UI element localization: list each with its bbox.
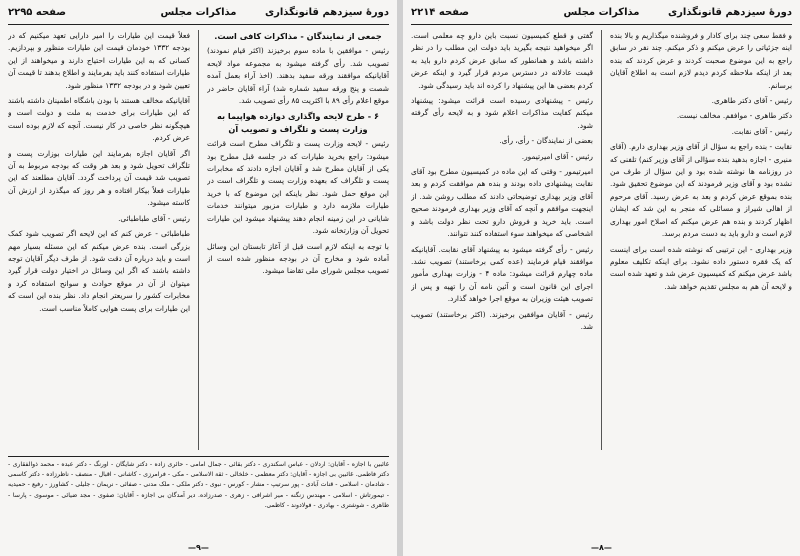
paragraph: رئیس - آقای نقابت. — [731, 126, 792, 136]
right-page — [403, 0, 800, 556]
paragraph: رئیس - آقای طباطبائی. — [118, 213, 190, 223]
page-number: —۹— — [188, 543, 209, 552]
paragraph: رئیس - آقای دکتر طاهری. — [711, 96, 792, 106]
left-page-column-left — [8, 30, 190, 450]
paragraph: فعلاً قیمت این طیارات را امیر دارایی تعهد میکنیم که در بودجه ۱۳۳۲ خودمان قیمت این طیارات منظور و بپردازیم. کسانی که به این طیارات احتیاج دارند و میخواهند از این طیارات استفاده کنند باید بفرمایند و اطلاع بدهند تا قیمت آن تعیین شود و در بودجه ۱۳۳۲ منظور شود. — [8, 31, 190, 90]
page-number: —۸— — [591, 543, 612, 552]
header-title: دورهٔ سیزدهم قانونگذاری — [264, 7, 389, 18]
paragraph: دکتر طاهری - موافقم. مخالف نیست. — [676, 111, 792, 121]
paragraph: گفتی و قطع کمیسیون نسبت باین دارو چه معلمی است. اگر میخواهید نتیجه بگیرید باید دولت این مطلب را در نظر داشته باشد و همانطور که سابق عرض کردم دارو باید به قیمت عادلانه در دسترس مردم قرار گیرد و اینکه عرض کردم بعضی ها این پیشنهاد را کرده اند باید رسیدگی شود. — [411, 31, 593, 90]
column-divider — [601, 30, 602, 450]
paragraph: رئیس - لایحه وزارت پست و تلگراف مطرح است قرائت میشود: راجع بخرید طیارات که در جلسه قبل مطرح بود یکی از آقایان مطرح شد و آقایان اجازه دادند که مخابرات پست و تلگراف که بعهده وزارت پست و تلگراف است در این موقع حمل شود. نظر باینکه این موضوع که با خرید طیارات ملازمه دارد و طیارات مزبور میتوانند خدمات شایانی در این زمینه انجام دهند پیشنهاد میشود این طیارات تحویل آن وزارتخانه شود. — [207, 139, 389, 236]
right-page-column-right — [610, 30, 792, 450]
header-section: مذاکرات مجلس — [563, 7, 640, 18]
left-page-column-right — [207, 30, 389, 450]
paragraph: آقایانیکه مخالف هستند با بودن باشگاه اطمینان داشته باشند که این طیارات برای خدمت به ملت و دولت است و هیچگونه نظر خاصی در کار نیست. آنچه که لازم بوده است عرض کردم. — [8, 96, 190, 143]
paragraph: امیرتیمور - وقتی که این ماده در کمیسیون مطرح بود آقای نقابت پیشنهادی داده بودند و بنده هم موافقت کردم و بعد آقای وزیر بهداری توضیحاتی دادند که مطلب روشن شد. از اینجهت موافقم و آنچه که آقای وزیر بهداری فرمودند صحیح است. باید خرید و فروش دارو تحت نظر دولت باشد و اشخاصی که میخواهند سوء استفاده کنند نتوانند. — [411, 167, 593, 239]
header-page-label: صفحه ۲۲۱۴ — [411, 7, 470, 18]
paragraph: رئیس - آقای امیرتیمور. — [521, 151, 593, 161]
right-page-header — [411, 4, 792, 25]
attendance-note: غائبین با اجازه - آقایان: اردلان - عباس اسکندری - دکتر بقائی - جمال امامی - حائری زاده - دکتر شایگان - اورنگ - دکتر عبده - محمد ذوالفقاری - دکتر فاطمی. غائبین بی اجازه - آقایان: دکتر معظمی - خلخالی - ثقة الاسلامی - مکی - فرامرزی - کاشانی - اقبال - منصف - ناظرزاده - دکتر کاسمی - شادمان - اسلامی - قنات آبادی - پور سرتیپ - مشار - کورس - نبوی - دکتر ملکی - ملک مدنی - صفائی - نریمان - جلیلی - کشاورز - رفیع - حمیدیه - تیمورتاش - اسلامی - مهندس زنگنه - میر اشرافی - زهری - صدرزاده. دیر آمدگان بی اجازه - آقایان: صفوی - مجد ضیائی - موسوی - پارسا - طاهری - شوشتری - بهادری - فولادوند - کاظمی. — [8, 456, 389, 538]
paragraph: وزیر بهداری - این ترتیبی که نوشته شده است برای اینست که یک فقره دستور داده نشود. برای اینکه تکلیف معلوم باشد عرض میکنم که کمیسیون عرض شد و تعهد شده است و لایحه آن هم به مجلس تقدیم خواهد شد. — [610, 244, 792, 291]
paragraph: رئیس - موافقین با ماده سوم برخیزند (اکثر قیام نمودند) تصویب شد. رأی گرفته میشود به مجموعه مواد لایحه آقایانیکه موافقند ورقه سفید بدهند. (اخذ آراء بعمل آمده شصت و پنج ورقه سفید شماره شد) آراء آقایان حاضر در موقع اعلام رأی ۸۹ با اکثریت ۸۵ رأی تصویب شد. — [207, 46, 389, 106]
header-page-label: صفحه ۲۲۹۵ — [8, 7, 67, 18]
header-title: دورهٔ سیزدهم قانونگذاری — [667, 7, 792, 18]
header-section: مذاکرات مجلس — [160, 7, 237, 18]
paragraph: اگر آقایان اجازه بفرمایند این طیارات بوزارت پست و تلگراف تحویل شود و بعد هر وقت که بودجه مربوط به آن تصویب شد قیمت آن پرداخت گردد. آقایان مطلعند که این طیارات فعلاً بیکار افتاده و هر روز که میگذرد از ارزش آن کاسته میشود. — [8, 148, 190, 208]
paragraph: با توجه به اینکه لازم است قبل از آغاز تابستان این وسائل آماده شود و مخارج آن در بودجه منظور شده است از تصویب مجلس شورای ملی تقاضا میشود. — [207, 241, 389, 276]
paragraph: رئیس - رأی گرفته میشود به پیشنهاد آقای نقابت. آقایانیکه موافقند قیام فرمایند (عده کمی برخاستند) تصویب نشد. ماده چهارم قرائت میشود: ماده ۴ - وزارت بهداری مأمور اجرای این قانون است و آئین نامه آن را تهیه و پس از تصویب هیئت وزیران به موقع اجرا خواهد گذارد. — [411, 244, 593, 304]
paragraph: رئیس - آقایان موافقین برخیزند. (اکثر برخاستند) تصویب شد. — [411, 309, 593, 331]
section-heading: ۶ - طرح لایحه واگذاری دوازده هواپیما به وزارت پست و تلگراف و تصویب آن — [217, 111, 379, 134]
paragraph: طباطبائی - عرض کنم که این لایحه اگر تصویب شود کمک بزرگی است. بنده عرض میکنم که این مسئله بسیار مهم است و باید درباره آن دقت شود. از طرف دیگر آقایان توجه داشته باشند که اگر این وسائل در اختیار دولت قرار گیرد میتوان از آن در موقع حوادث و سوانح استفاده کرد و مخابرات کشور را سریعتر انجام داد. نظر بنده این است که این طیارات برای پست هوایی کاملاً مناسب است. — [8, 229, 190, 313]
paragraph: بعضی از نمایندگان - رأی، رأی. — [499, 136, 593, 146]
paragraph: و فقط سعی چند برای کادار و فروشنده میگذاریم و بالا بنده اینه جزئیاتی را عرض میکنم و ذکر میکنم. چند نفر در سابق راجع به این موضوع صحبت کردند و عرض کردند که بنده بعد از اینکه ملاحظه کردم دیدم لازم است به اطلاع آقایان برسانم. — [610, 31, 792, 90]
section-heading: جمعی از نمایندگان - مذاکرات کافی است. — [214, 31, 382, 41]
column-divider — [198, 30, 199, 450]
paragraph: رئیس - پیشنهادی رسیده است قرائت میشود: پیشنهاد میکنم کفایت مذاکرات اعلام شود و به لایحه رأی گرفته شود. — [411, 96, 593, 130]
paragraph: نقابت - بنده راجع به سؤال از آقای وزیر بهداری دارم. (آقای منیری - اجازه بدهید بنده سؤالی از آقای وزیر کنم) تلفنی که در روزنامه ها نوشته شده بود و این سؤال از طرف من نشده بود و آقای وزیر فرمودند که این موضوع تحقیق شود. بنده بموقع عرض کردم و بعد به عرض رسید. آقای مرحوم از اهالی شیراز و مسائلی که منجر به این شد که ایشان اظهار کردند و بنده هم عرض میکنم که اصلاح امور بهداری لازم است و دارو باید به دست مردم برسد. — [610, 142, 792, 239]
left-page — [0, 0, 397, 556]
left-page-header — [8, 4, 389, 25]
right-page-column-left — [411, 30, 593, 450]
